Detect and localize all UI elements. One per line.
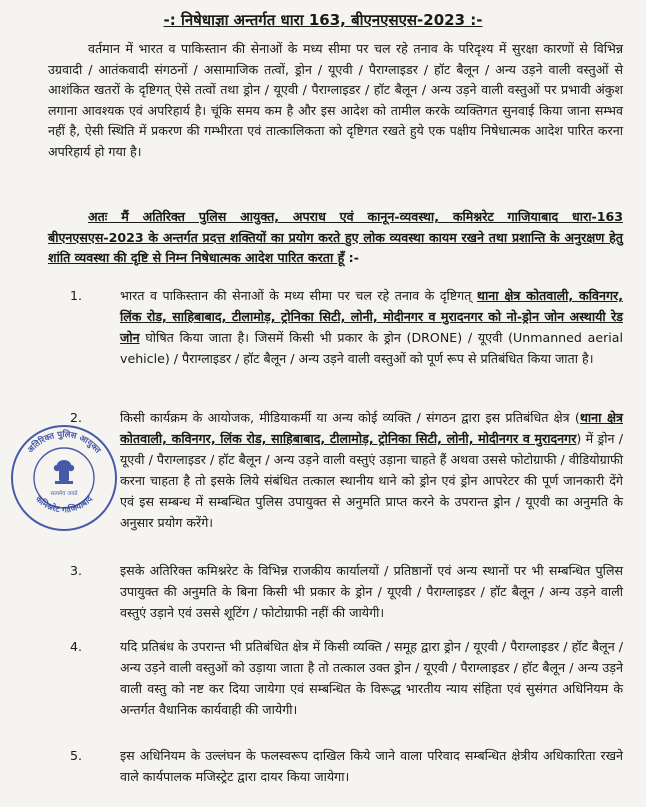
item-text-emphasis: थाना क्षेत्र कोतवाली, कविनगर, लिंक रोड, साहिबाबाद, टीलामोड़, ट्रोनिका सिटी, लोनी, मोदीनगर व मुरादनगर को नो-ड्रोन जोन अस्थायी रेड जोन: [120, 288, 623, 345]
item-text-part: भारत व पाकिस्तान की सेनाओं के मध्य सीमा पर चल रहे तनाव के दृष्टिगत्: [120, 288, 477, 303]
order-suffix: :-: [344, 250, 359, 265]
item-text: इस अधिनियम के उल्लंघन के फलस्वरूप दाखिल किये जाने वाला परिवाद सम्बन्धित क्षेत्रीय अधिकारिता रखने वाले कार्यपालक मजिस्ट्रेट द्वारा दायर किया जायेगा।: [120, 748, 623, 784]
item-number: 2.: [70, 410, 83, 425]
intro-paragraph: वर्तमान में भारत व पाकिस्तान की सेनाओं के मध्य सीमा पर चल रहे तनाव के परिदृश्य में सुरक्षा कारणों से विभिन्न उग्रवादी / आतंकवादी संगठनों / असामाजिक तत्वों, ड्रोन / यूएवी / पैराग्लाइडर / हॉट बैलून / अन्य उड़ने वाली वस्तुओं से आशंकित खतरों के दृष्टिगत् ऐसे तत्वों तथा ड्रोन / यूएवी / पैराग्लाइडर / हॉट बैलून / अन्य उड़ने वाली वस्तुओं पर प्रभावी अंकुश लगाना आवश्यक एवं अपरिहार्य है। चूंकि समय कम है और इस आदेश को तामील करके व्यक्तिगत सुनवाई किया जाना सम्भव नहीं है, ऐसी स्थिति में प्रकरण की गम्भीरता एवं तात्कालिकता को दृष्टिगत रखते हुये एक पक्षीय निषेधात्मक आदेश पारित करना अपरिहार्य हो गया है।: [48, 41, 623, 159]
seal-top-text: अतिरिक्त पुलिस आयुक्त: [25, 429, 103, 456]
item-text: इसके अतिरिक्त कमिश्नरेट के विभिन्न राजकीय कार्यालयों / प्रतिष्ठानों एवं अन्य स्थानों पर भी सम्बन्धित पुलिस उपायुक्त की अनुमति के बिना किसी भी प्रकार के ड्रोन / यूएवी / पैराग्लाइडर / हॉट बैलून / अन्य उड़ने वाली वस्तुएं उड़ाने एवं उससे शूटिंग / फोटोग्राफी नहीं की जायेगी।: [120, 563, 623, 620]
item-number: 4.: [70, 639, 83, 654]
emblem-icon: [50, 460, 78, 497]
item-text-part: ) में ड्रोन / यूएवी / पैराग्लाइडर / हॉट बैलून / अन्य उड़ने वाली वस्तुएं उड़ाना चाहते हैं अथवा उससे फोटोग्राफी / वीडियोग्राफी करना चाहता है तो इसके लिये संबंधित तत्काल स्थानीय थाने को ड्रोन एवं ड्रोन आपरेटर की पूर्ण जानकारी देंगे एवं इस सम्बन्ध में सम्बन्धित पुलिस उपायुक्त से अनुमति प्राप्त करने के उपरान्त ड्रोन / यूएवी का अनुमति के अनुसार प्रयोग करेंगे।: [120, 431, 623, 530]
item-text-part: किसी कार्यक्रम के आयोजक, मीडियाकर्मी या अन्य कोई व्यक्ति / संगठन द्वारा इस प्रतिबंधित क्षेत्र (: [120, 410, 580, 425]
official-seal-stamp: [9, 423, 119, 533]
seal-emblem-text: सत्यमेव जयते: [50, 491, 78, 497]
order-underlined-text: अतः मैं अतिरिक्त पुलिस आयुक्त, अपराध एवं कानून-व्यवस्था, कमिश्नरेट गाजियाबाद धारा-163 बीएनएसएस-2023 के अन्तर्गत प्रदत्त शक्तियों का प्रयोग करते हुए लोक व्यवस्था कायम रखने तथा प्रशान्ति के अनुरक्षण हेतु शांति व्यवस्था की दृष्टि से निम्न निषेधात्मक आदेश पारित करता हूँ: [48, 209, 623, 265]
item-text: [120, 407, 623, 533]
item-text: यदि प्रतिबंध के उपरान्त भी प्रतिबंधित क्षेत्र में किसी व्यक्ति / समूह द्वारा ड्रोन / यूएवी / पैराग्लाइडर / हॉट बैलून / अन्य उड़ने वाली वस्तुओं को उड़ाया जाता है तो तत्काल उक्त ड्रोन / यूएवी / पैराग्लाइडर / हॉट बैलून / अन्य उड़ने वाली वस्तु को नष्ट कर दिया जायेगा एवं सम्बन्धित के विरूद्ध भारतीय न्याय संहिता एवं सुसंगत अधिनियम के अन्तर्गत वैधानिक कार्यवाही की जायेगी।: [120, 639, 623, 717]
item-number: 5.: [70, 748, 83, 763]
item-text-part: घोषित किया जाता है। जिसमें किसी भी प्रकार के ड्रोन (DRONE) / यूएवी (Unmanned aerial vehicle) / पैराग्लाइडर / हॉट बैलून / अन्य उड़ने वाली वस्तुओं को पूर्ण रूप से प्रतिबंधित किया जाता है।: [120, 330, 623, 366]
order-paragraph: [48, 207, 623, 269]
document-title: -: निषेधाज्ञा अन्तर्गत धारा 163, बीएनएसएस-2023 :-: [163, 11, 483, 29]
item-text: [120, 285, 623, 369]
item-text-emphasis: थाना क्षेत्र कोतवाली, कविनगर, लिंक रोड, साहिबाबाद, टीलामोड़, ट्रोनिका सिटी, लोनी, मोदीनगर व मुरादनगर: [120, 410, 623, 446]
item-number: 1.: [70, 288, 83, 303]
item-number: 3.: [70, 563, 83, 578]
seal-bottom-text: कमिश्नरेट गाजियाबाद: [33, 494, 95, 516]
